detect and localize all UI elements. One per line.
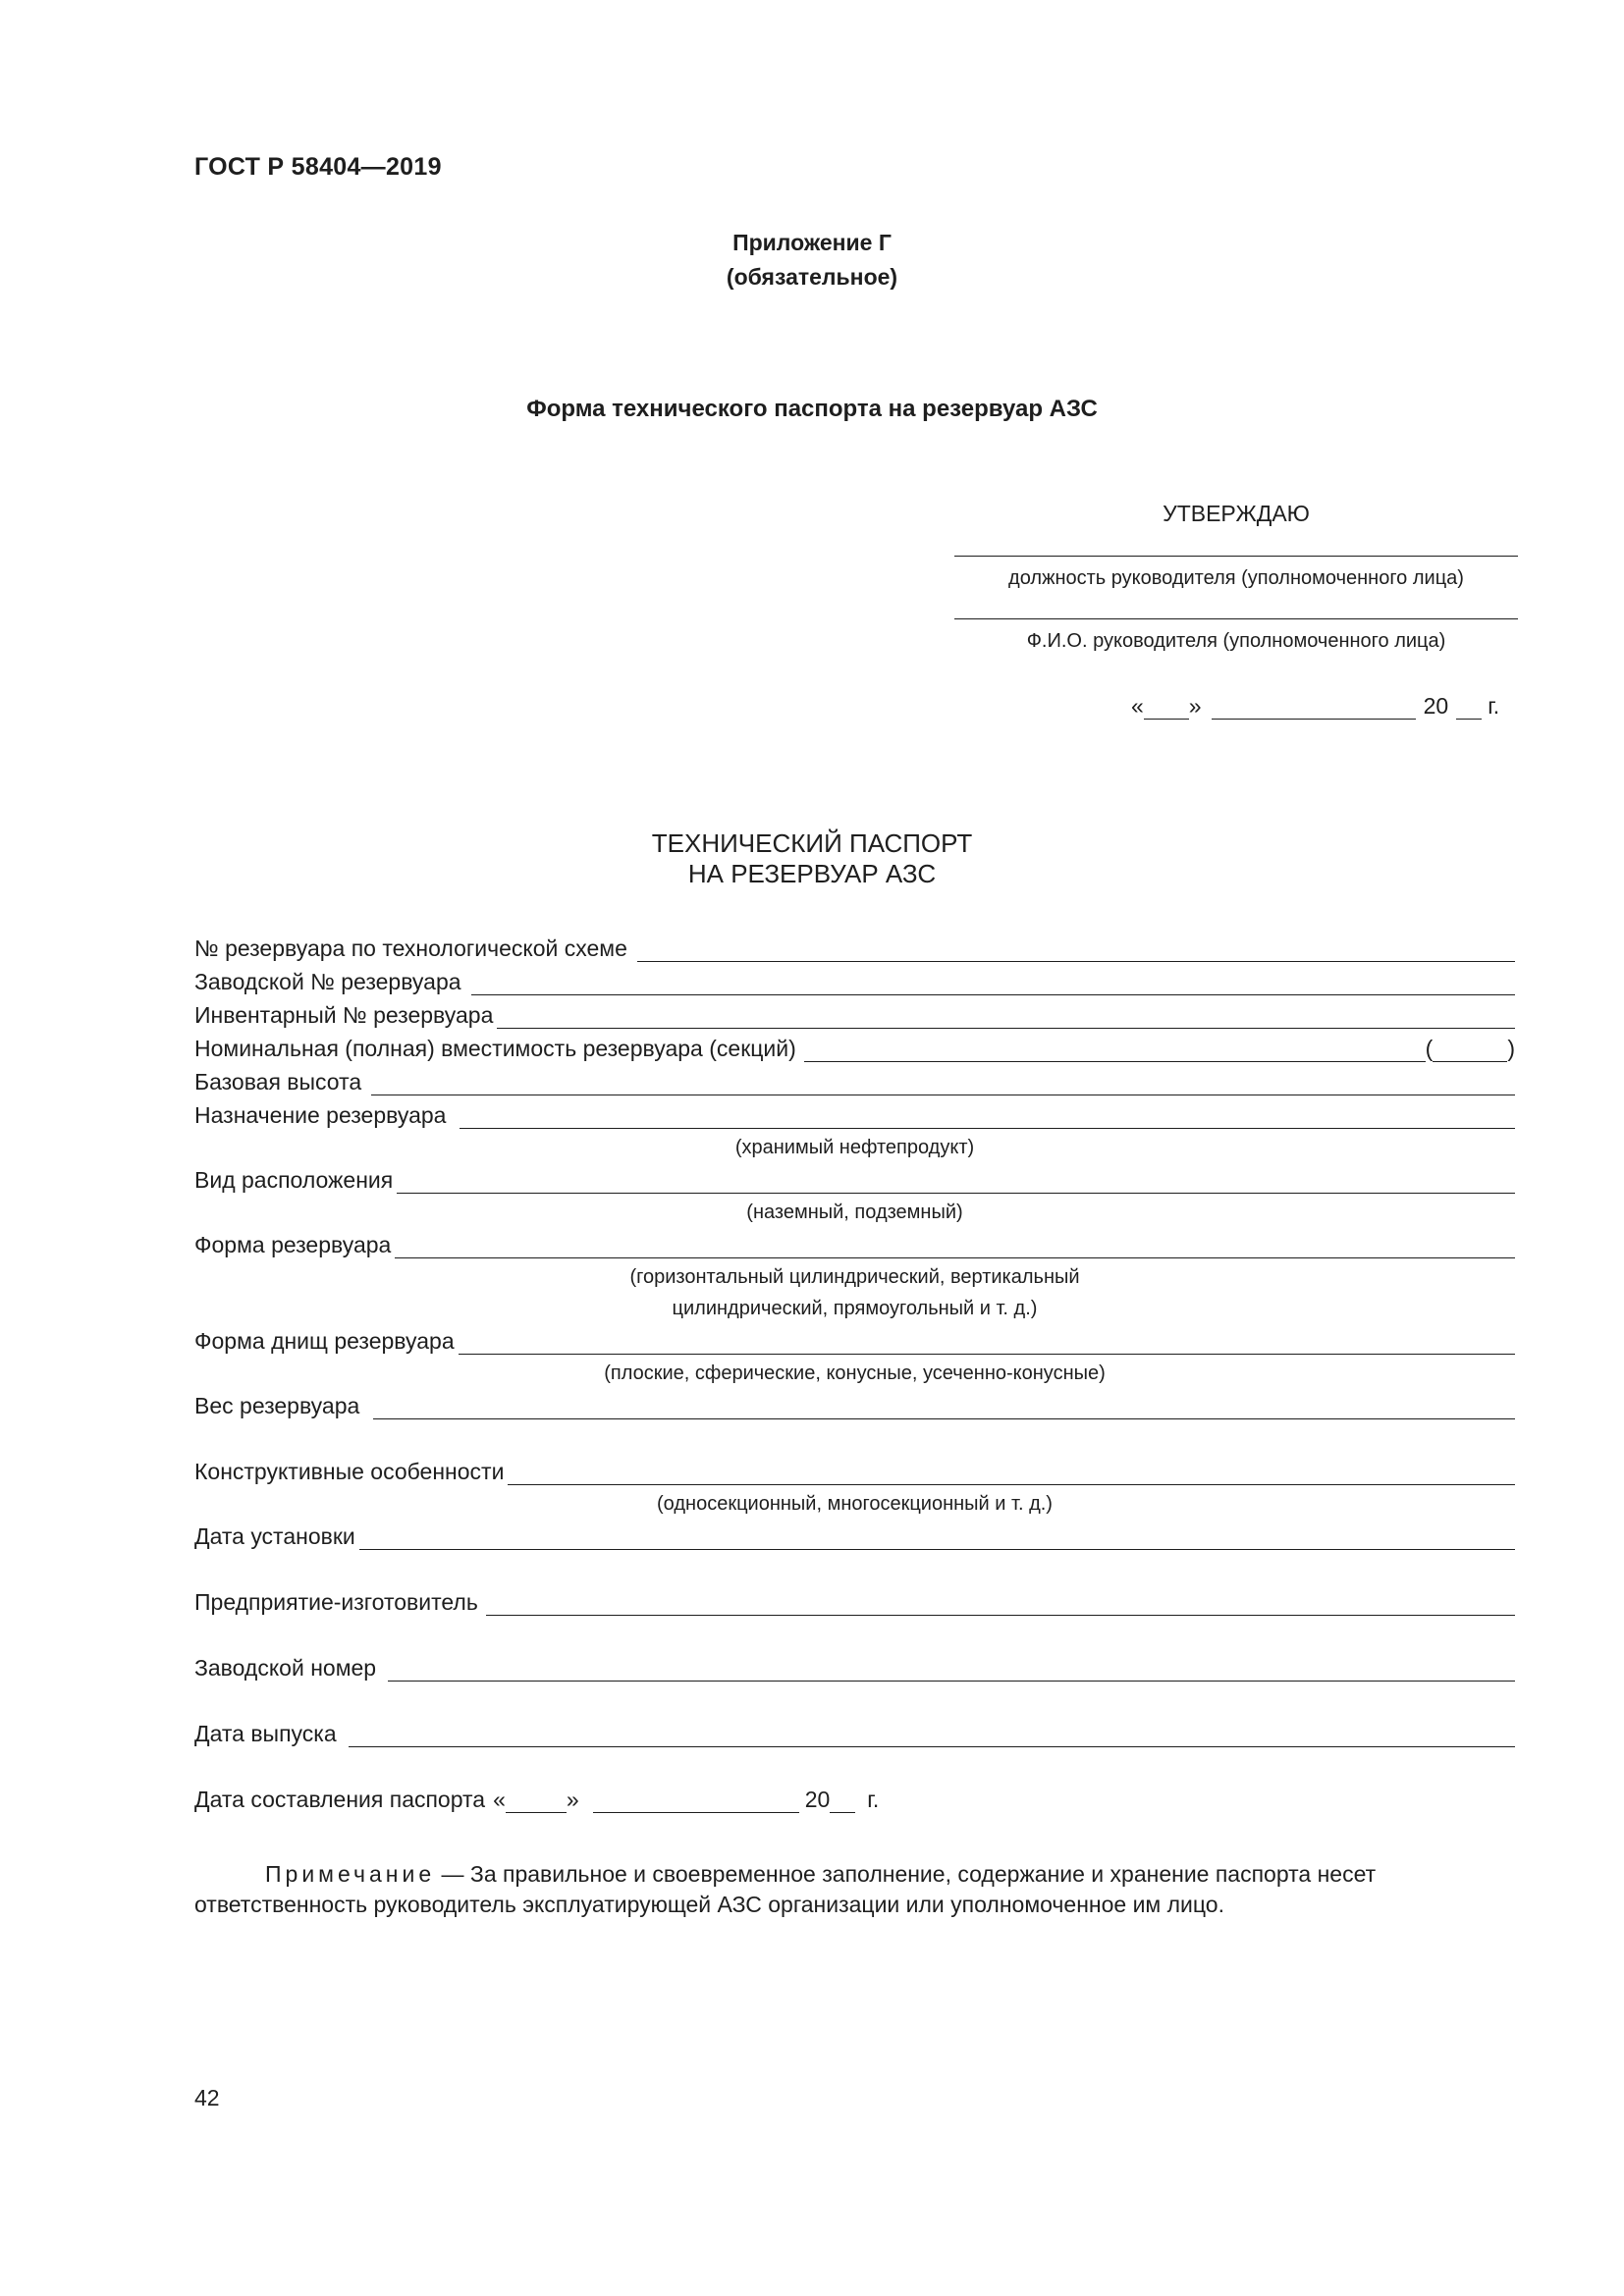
field-blank[interactable] bbox=[459, 1332, 1515, 1355]
field-label: Дата составления паспорта bbox=[194, 1787, 486, 1812]
date-quote-open: « bbox=[1131, 693, 1144, 719]
note bbox=[194, 1859, 1515, 1920]
date-year-suffix: г. bbox=[1488, 693, 1500, 719]
position-caption: должность руководителя (уполномоченного лица) bbox=[1008, 567, 1464, 589]
field-label: Вид расположения bbox=[194, 1167, 394, 1193]
field-label: Заводской номер bbox=[194, 1655, 377, 1681]
position-line[interactable] bbox=[954, 556, 1518, 557]
field-blank[interactable] bbox=[486, 1593, 1515, 1616]
date-month-blank[interactable] bbox=[1212, 695, 1416, 720]
purpose-hint: (хранимый нефтепродукт) bbox=[734, 1137, 975, 1158]
field-blank[interactable] bbox=[637, 939, 1515, 962]
field-label: Форма днищ резервуара bbox=[194, 1328, 455, 1354]
field-label: Инвентарный № резервуара bbox=[194, 1002, 494, 1028]
field-purpose bbox=[194, 1101, 1515, 1129]
field-release-date bbox=[194, 1720, 1515, 1747]
field-blank[interactable] bbox=[373, 1397, 1515, 1419]
date-quote-close: » bbox=[1188, 693, 1202, 719]
field-label: Номинальная (полная) вместимость резервуара (секций) bbox=[194, 1036, 796, 1061]
compile-year-prefix: 20 bbox=[804, 1787, 831, 1812]
compile-quote-close: » bbox=[566, 1787, 579, 1812]
field-serial-no bbox=[194, 1654, 1515, 1682]
field-inventory-no bbox=[194, 1001, 1515, 1029]
compile-month-blank[interactable] bbox=[593, 1790, 799, 1813]
date-day-blank[interactable] bbox=[1144, 695, 1189, 720]
capacity-paren-open: ( bbox=[1425, 1036, 1434, 1061]
field-label: Дата установки bbox=[194, 1523, 355, 1549]
field-scheme-no bbox=[194, 934, 1515, 962]
field-weight bbox=[194, 1392, 1515, 1419]
field-blank[interactable] bbox=[497, 1006, 1515, 1029]
passport-title-line1: ТЕХНИЧЕСКИЙ ПАСПОРТ bbox=[651, 828, 973, 858]
field-label: Дата выпуска bbox=[194, 1721, 337, 1746]
field-manufacturer bbox=[194, 1588, 1515, 1616]
passport-title-line2: НА РЕЗЕРВУАР АЗС bbox=[687, 859, 937, 888]
shape-hint-line2: цилиндрический, прямоугольный и т. д.) bbox=[672, 1298, 1038, 1319]
compile-day-blank[interactable] bbox=[506, 1790, 567, 1813]
field-blank[interactable] bbox=[388, 1659, 1515, 1682]
note-text: — За правильное и своевременное заполнение, содержание и хранение паспорта несет ответственность руководитель эксплуатирующей АЗС организации или уполномоченное им лицо. bbox=[194, 1861, 1377, 1917]
compile-year-blank[interactable] bbox=[830, 1790, 855, 1813]
appendix-title: Приложение Г bbox=[732, 230, 892, 255]
field-label: Назначение резервуара bbox=[194, 1102, 447, 1128]
bottoms-hint: (плоские, сферические, конусные, усеченно-конусные) bbox=[604, 1362, 1106, 1384]
approval-date bbox=[1131, 693, 1499, 720]
name-caption: Ф.И.О. руководителя (уполномоченного лица) bbox=[1026, 630, 1446, 652]
field-placement bbox=[194, 1166, 1515, 1194]
capacity-paren-close: ) bbox=[1507, 1036, 1515, 1061]
field-blank[interactable] bbox=[359, 1527, 1515, 1550]
compile-quote-open: « bbox=[493, 1787, 506, 1812]
compile-year-suffix: г. bbox=[867, 1787, 880, 1812]
shape-hint-line1: (горизонтальный цилиндрический, вертикальный bbox=[629, 1266, 1080, 1288]
approval-label: УТВЕРЖДАЮ bbox=[1163, 501, 1310, 526]
field-factory-no bbox=[194, 968, 1515, 995]
field-blank[interactable] bbox=[508, 1463, 1515, 1485]
field-label: Заводской № резервуара bbox=[194, 969, 461, 994]
placement-hint: (наземный, подземный) bbox=[746, 1201, 963, 1223]
name-line[interactable] bbox=[954, 618, 1518, 619]
capacity-section-blank[interactable] bbox=[1433, 1040, 1507, 1062]
field-install-date bbox=[194, 1522, 1515, 1550]
field-blank[interactable] bbox=[395, 1236, 1515, 1258]
field-base-height bbox=[194, 1068, 1515, 1095]
field-shape bbox=[194, 1231, 1515, 1258]
field-label: Форма резервуара bbox=[194, 1232, 392, 1257]
passport-title bbox=[0, 828, 1624, 889]
field-label: № резервуара по технологической схеме bbox=[194, 935, 627, 961]
note-label: Примечание bbox=[265, 1861, 436, 1887]
field-label: Предприятие-изготовитель bbox=[194, 1589, 478, 1615]
field-label: Базовая высота bbox=[194, 1069, 362, 1095]
field-blank[interactable] bbox=[371, 1073, 1515, 1095]
field-design bbox=[194, 1458, 1515, 1485]
form-title: Форма технического паспорта на резервуар АЗС bbox=[526, 396, 1098, 422]
standard-header: ГОСТ Р 58404—2019 bbox=[194, 153, 442, 181]
design-hint: (односекционный, многосекционный и т. д.) bbox=[657, 1493, 1053, 1515]
field-blank[interactable] bbox=[804, 1040, 1426, 1062]
appendix-status: (обязательное) bbox=[726, 264, 898, 290]
field-blank[interactable] bbox=[349, 1725, 1515, 1747]
field-capacity bbox=[194, 1035, 1515, 1062]
date-year-blank[interactable] bbox=[1456, 695, 1482, 720]
field-bottoms bbox=[194, 1327, 1515, 1355]
field-label: Вес резервуара bbox=[194, 1393, 360, 1418]
field-compile-date bbox=[194, 1786, 879, 1813]
field-blank[interactable] bbox=[397, 1171, 1515, 1194]
date-year-prefix: 20 bbox=[1423, 693, 1449, 719]
page-number: 42 bbox=[194, 2085, 220, 2110]
appendix-heading bbox=[0, 226, 1624, 294]
field-blank[interactable] bbox=[471, 973, 1515, 995]
field-label: Конструктивные особенности bbox=[194, 1459, 505, 1484]
field-blank[interactable] bbox=[460, 1106, 1515, 1129]
